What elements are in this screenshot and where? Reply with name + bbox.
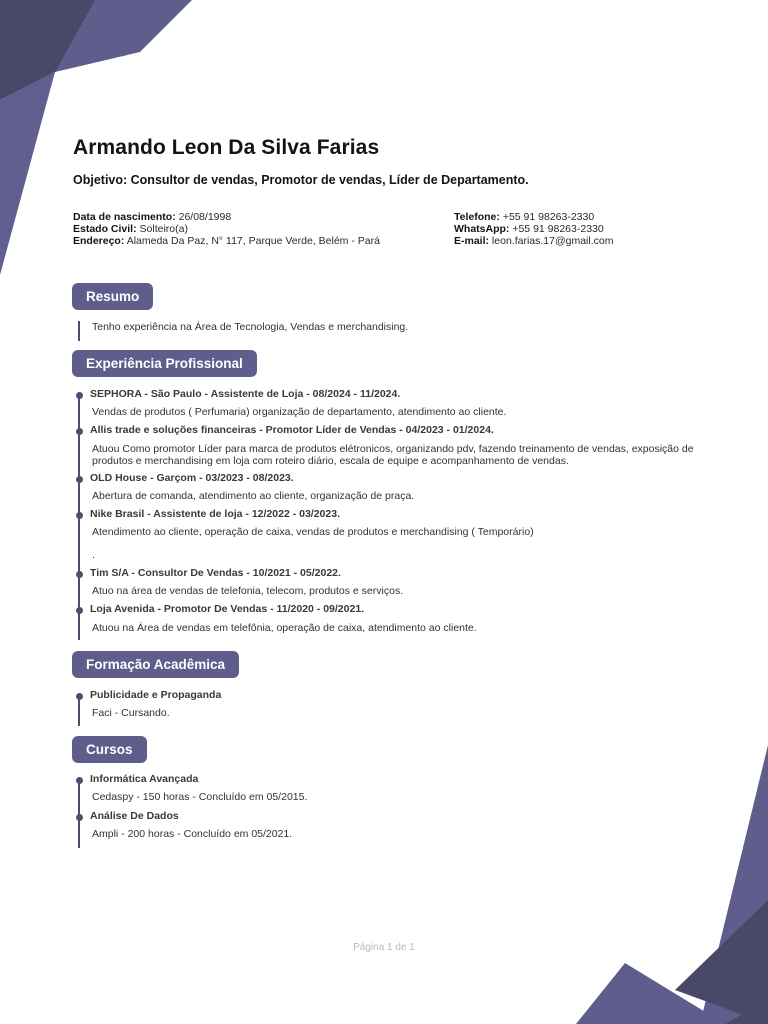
marital-status: Estado Civil: Solteiro(a): [73, 223, 188, 235]
entry-title: OLD House - Garçom - 03/2023 - 08/2023.: [90, 472, 294, 484]
entry-title: Informática Avançada: [90, 773, 199, 785]
timeline-dot: [76, 607, 83, 614]
birth-date: Data de nascimento: 26/08/1998: [73, 211, 232, 223]
entry-description: Faci - Cursando.: [92, 707, 170, 719]
entry-title: Tim S/A - Consultor De Vendas - 10/2021 - 05/2022.: [90, 567, 341, 579]
timeline-dot: [76, 512, 83, 519]
entry-title: Allis trade e soluções financeiras - Promotor Líder de Vendas - 04/2023 - 01/2024.: [90, 424, 494, 436]
section-heading-resumo: Resumo: [72, 283, 153, 310]
resumo-text: Tenho experiência na Área de Tecnologia, Vendas e merchandising.: [92, 321, 409, 333]
personal-info-right: [454, 211, 613, 247]
entry-description: Atuou na Área de vendas em telefônia, operação de caixa, atendimento ao cliente.: [92, 622, 477, 634]
section-heading-experiencia: Experiência Profissional: [72, 350, 257, 377]
timeline-dot: [76, 476, 83, 483]
entry-description: Atendimento ao cliente, operação de caixa, vendas de produtos e merchandising ( Temporário): [92, 526, 534, 538]
address: Endereço: Alameda Da Paz, N° 117, Parque Verde, Belém - Pará: [73, 235, 380, 247]
whatsapp: WhatsApp: +55 91 98263-2330: [454, 223, 604, 235]
timeline-line: [78, 321, 80, 341]
timeline-dot: [76, 693, 83, 700]
entry-description: Ampli - 200 horas - Concluído em 05/2021.: [92, 828, 293, 840]
section-heading-formacao: Formação Acadêmica: [72, 651, 239, 678]
timeline-dot: [76, 571, 83, 578]
candidate-name: Armando Leon Da Silva Farias: [73, 136, 380, 159]
entry-title: Nike Brasil - Assistente de loja - 12/2022 - 03/2023.: [90, 508, 340, 520]
timeline-dot: [76, 814, 83, 821]
objective: Objetivo: Consultor de vendas, Promotor de vendas, Líder de Departamento.: [73, 173, 529, 187]
entry-title: Publicidade e Propaganda: [90, 689, 222, 701]
entry-description: Abertura de comanda, atendimento ao cliente, organização de praça.: [92, 490, 415, 502]
entry-description: Cedaspy - 150 horas - Concluído em 05/2015.: [92, 791, 308, 803]
entry-title: Loja Avenida - Promotor De Vendas - 11/2020 - 09/2021.: [90, 603, 365, 615]
entry-description: Vendas de produtos ( Perfumaria) organização de departamento, atendimento ao cliente.: [92, 406, 507, 418]
page-number: Página 1 de 1: [353, 942, 415, 953]
email[interactable]: E-mail: leon.farias.17@gmail.com: [454, 235, 614, 247]
phone: Telefone: +55 91 98263-2330: [454, 211, 595, 223]
entry-description-extra: .: [92, 549, 95, 561]
timeline-line: [78, 778, 80, 848]
timeline-dot: [76, 392, 83, 399]
entry-description: Atuou Como promotor Líder para marca de produtos elétronicos, organizando pdv, fazendo treinamento de vendas, exposição de produtos e merchandising em loja com roteiro diário, escala de equipe e acompanhamento de vendas.: [92, 443, 694, 467]
section-heading-cursos: Cursos: [72, 736, 147, 763]
personal-info-left: [73, 211, 380, 247]
timeline-dot: [76, 428, 83, 435]
entry-title: SEPHORA - São Paulo - Assistente de Loja - 08/2024 - 11/2024.: [90, 388, 401, 400]
entry-title: Análise De Dados: [90, 810, 179, 822]
entry-description: Atuo na área de vendas de telefonia, telecom, produtos e serviços.: [92, 585, 404, 597]
timeline-dot: [76, 777, 83, 784]
